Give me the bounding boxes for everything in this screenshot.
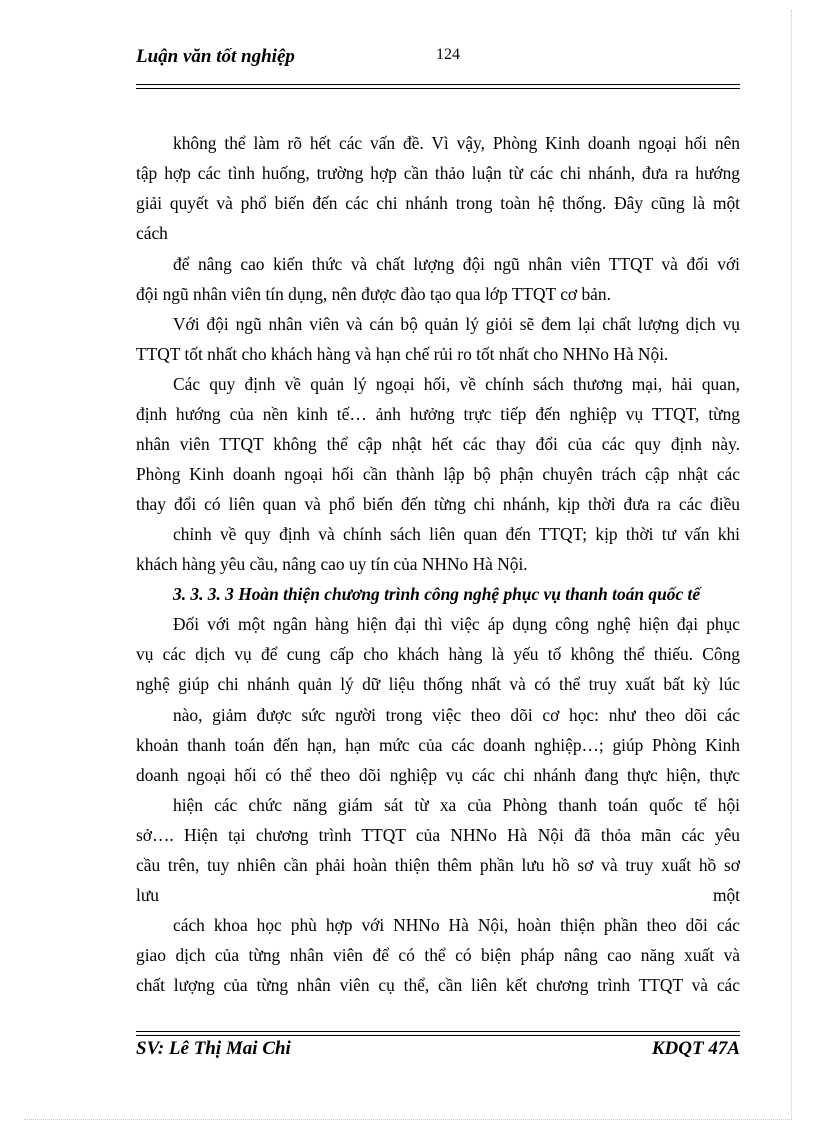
text-line: Các quy định về quản lý ngoại hối, về chính sách thương mại, hải quan, (173, 374, 740, 394)
footer-student-name: SV: Lê Thị Mai Chi (136, 1038, 291, 1059)
header-title: Luận văn tốt nghiệp (136, 46, 295, 67)
text-line: để nâng cao kiến thức và chất lượng đội ngũ nhân viên TTQT và đối với (173, 254, 740, 274)
text-line: chỉnh về quy định và chính sách liên quan đến TTQT; kịp thời tư vấn khi (173, 524, 740, 544)
footer-class-code: KDQT 47A (651, 1038, 740, 1059)
page-number: 124 (436, 46, 460, 63)
text-line: không thể làm rõ hết các vấn đề. Vì vậy, Phòng Kinh doanh ngoại hối nên (173, 133, 740, 153)
text-line: đội ngũ nhân viên tín dụng, nên được đào tạo qua lớp TTQT cơ bản. (136, 284, 611, 304)
text-line: Phòng Kinh doanh ngoại hối cần thành lập bộ phận chuyên trách cập nhật các (136, 464, 740, 484)
section-heading: 3. 3. 3. 3 Hoàn thiện chương trình công nghệ phục vụ thanh toán quốc tế (173, 584, 701, 604)
text-line: nào, giảm được sức người trong việc theo dõi cơ học: như theo dõi các (173, 705, 740, 725)
text-line: cầu trên, tuy nhiên cần phải hoàn thiện thêm phần lưu hồ sơ và truy xuất hồ sơ (136, 855, 740, 875)
text-line: chất lượng của từng nhân viên cụ thể, cần liên kết chương trình TTQT và các (136, 975, 740, 995)
text-line: cách (136, 223, 168, 243)
footer-rule (136, 1031, 740, 1036)
text-line: cách khoa học phù hợp với NHNo Hà Nội, hoàn thiện phần theo dõi các (173, 915, 740, 935)
text-line: vụ các dịch vụ để cung cấp cho khách hàng là yếu tố không thể thiếu. Công (136, 644, 740, 664)
text-line: doanh ngoại hối có thể theo dõi nghiệp vụ các chi nhánh đang thực hiện, thực (136, 765, 740, 785)
text-line: nhân viên TTQT không thể cập nhật hết các thay đổi của các quy định này. (136, 434, 740, 454)
text-line: thay đổi có liên quan và phổ biến đến từng chi nhánh, kịp thời đưa ra các điều (136, 494, 740, 514)
text-line: nghệ giúp chi nhánh quản lý dữ liệu thống nhất và có thể truy xuất bất kỳ lúc (136, 674, 740, 694)
text-line: tập hợp các tình huống, trường hợp cần thảo luận từ các chi nhánh, đưa ra hướng (136, 163, 740, 183)
text-line: định hướng của nền kinh tế… ảnh hưởng trực tiếp đến nghiệp vụ TTQT, từng (136, 404, 740, 424)
text-line: sở…. Hiện tại chương trình TTQT của NHNo Hà Nội đã thỏa mãn các yêu (136, 825, 740, 845)
text-line: lưu một (136, 885, 740, 905)
text-line: TTQT tốt nhất cho khách hàng và hạn chế rủi ro tốt nhất cho NHNo Hà Nội. (136, 344, 669, 364)
text-line: hiện các chức năng giám sát từ xa của Phòng thanh toán quốc tế hội (173, 795, 740, 815)
text-line: khoản thanh toán đến hạn, hạn mức của các doanh nghiệp…; giúp Phòng Kinh (136, 735, 740, 755)
text-line: Đối với một ngân hàng hiện đại thì việc áp dụng công nghệ hiện đại phục (173, 614, 740, 634)
text-line: Với đội ngũ nhân viên và cán bộ quản lý giỏi sẽ đem lại chất lượng dịch vụ (173, 314, 740, 334)
text-line: giao dịch của từng nhân viên để có thể có biện pháp nâng cao năng xuất và (136, 945, 740, 965)
text-line: giải quyết và phổ biến đến các chi nhánh trong toàn hệ thống. Đây cũng là một (136, 193, 740, 213)
text-line: khách hàng yêu cầu, nâng cao uy tín của NHNo Hà Nội. (136, 554, 528, 574)
